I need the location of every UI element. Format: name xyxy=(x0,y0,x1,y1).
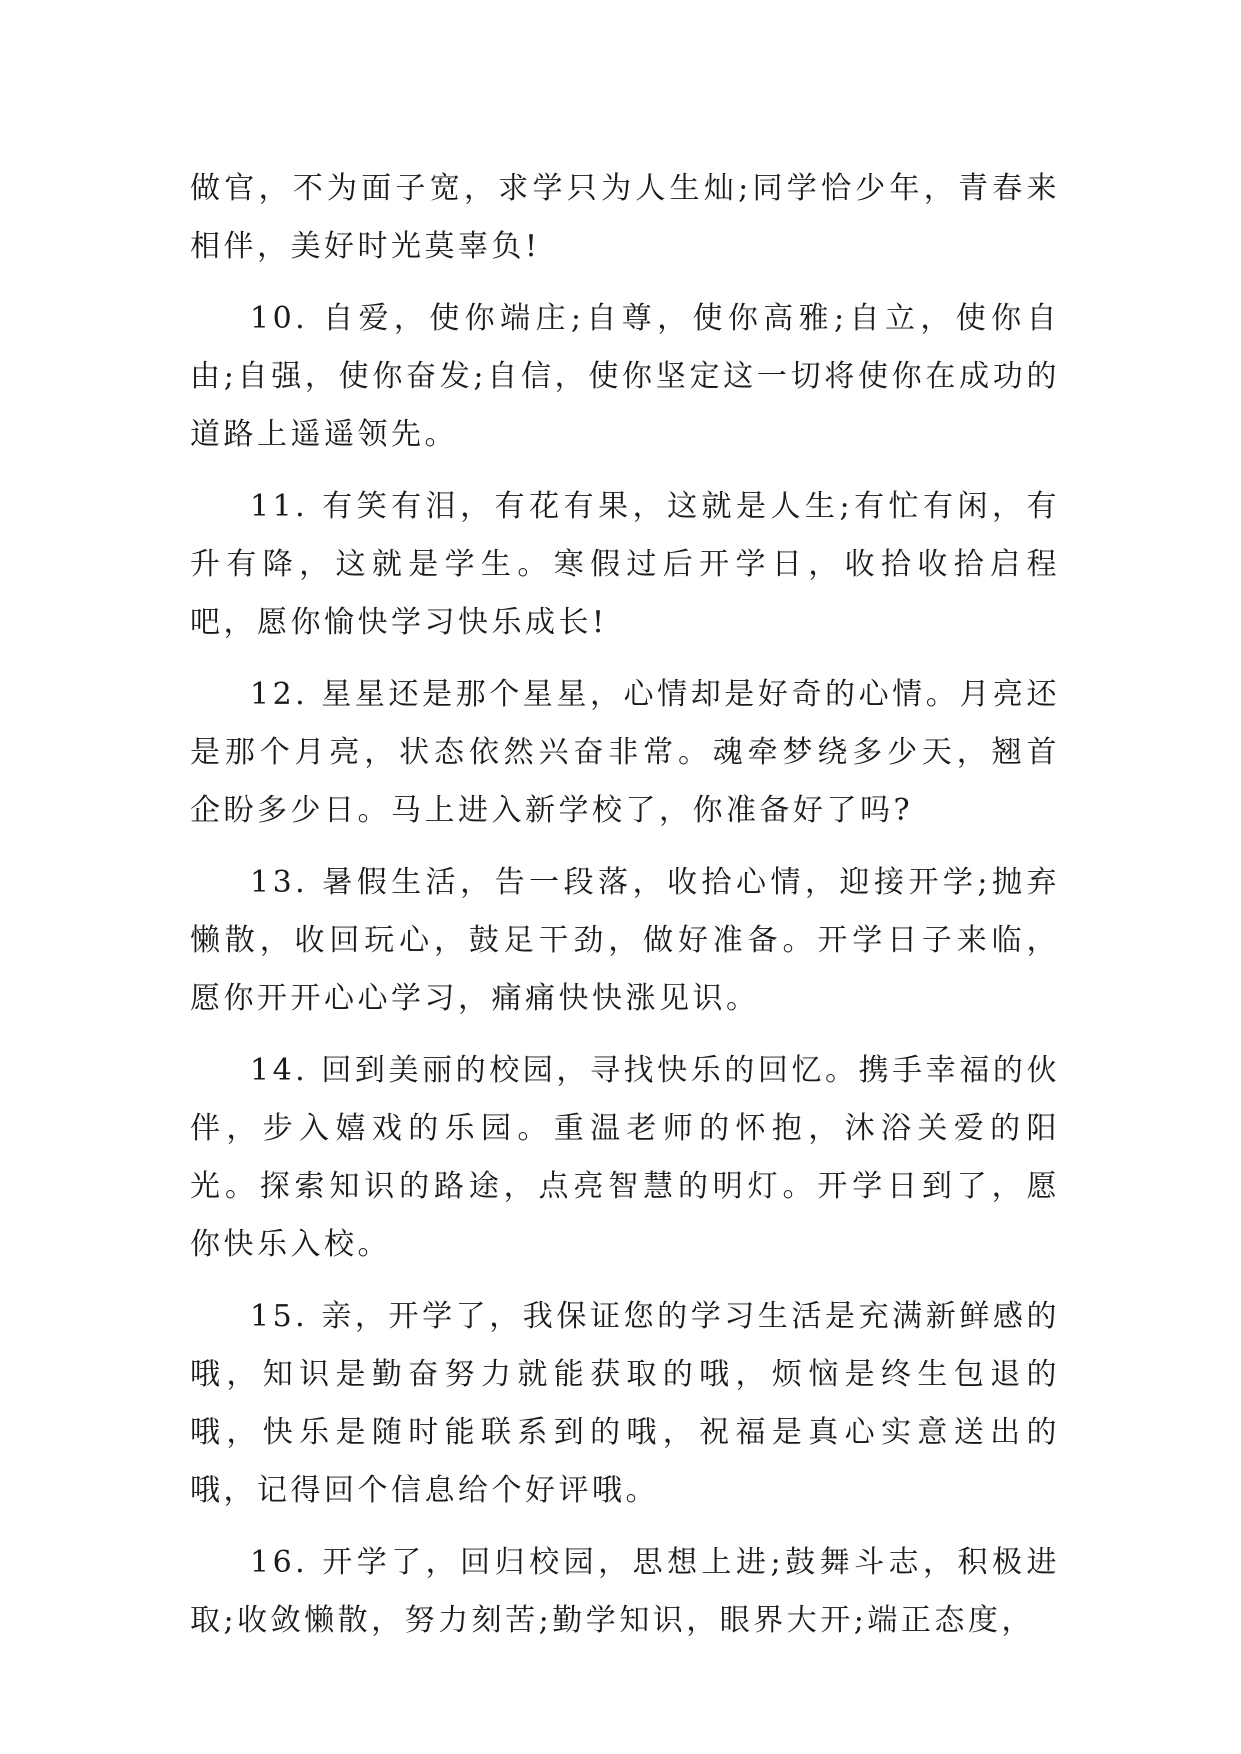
paragraph-12: 12. 星星还是那个星星，心情却是好奇的心情。月亮还是那个月亮，状态依然兴奋非常。魂牵梦绕多少天，翘首企盼多少日。马上进入新学校了，你准备好了吗? xyxy=(190,677,1060,828)
paragraph-11: 11. 有笑有泪，有花有果，这就是人生;有忙有闲，有升有降，这就是学生。寒假过后开学日，收拾收拾启程吧，愿你愉快学习快乐成长! xyxy=(190,489,1060,640)
paragraph-14: 14. 回到美丽的校园，寻找快乐的回忆。携手幸福的伙伴，步入嬉戏的乐园。重温老师的怀抱，沐浴关爱的阳光。探索知识的路途，点亮智慧的明灯。开学日到了，愿你快乐入校。 xyxy=(190,1053,1060,1262)
paragraph-16: 16. 开学了，回归校园，思想上进;鼓舞斗志，积极进取;收敛懒散，努力刻苦;勤学知识，眼界大开;端正态度， xyxy=(190,1545,1060,1638)
paragraph-13: 13. 暑假生活，告一段落，收拾心情，迎接开学;抛弃懒散，收回玩心，鼓足干劲，做好准备。开学日子来临，愿你开开心心学习，痛痛快快涨见识。 xyxy=(190,865,1060,1016)
document-body xyxy=(190,160,1060,1650)
paragraph-15: 15. 亲，开学了，我保证您的学习生活是充满新鲜感的哦，知识是勤奋努力就能获取的哦，烦恼是终生包退的哦，快乐是随时能联系到的哦，祝福是真心实意送出的哦，记得回个信息给个好评哦。 xyxy=(190,1299,1060,1508)
paragraph-10: 10. 自爱，使你端庄;自尊，使你高雅;自立，使你自由;自强，使你奋发;自信，使你坚定这一切将使你在成功的道路上遥遥领先。 xyxy=(190,301,1060,452)
paragraph-continuation: 做官，不为面子宽，求学只为人生灿;同学恰少年，青春来相伴，美好时光莫辜负! xyxy=(190,171,1060,264)
